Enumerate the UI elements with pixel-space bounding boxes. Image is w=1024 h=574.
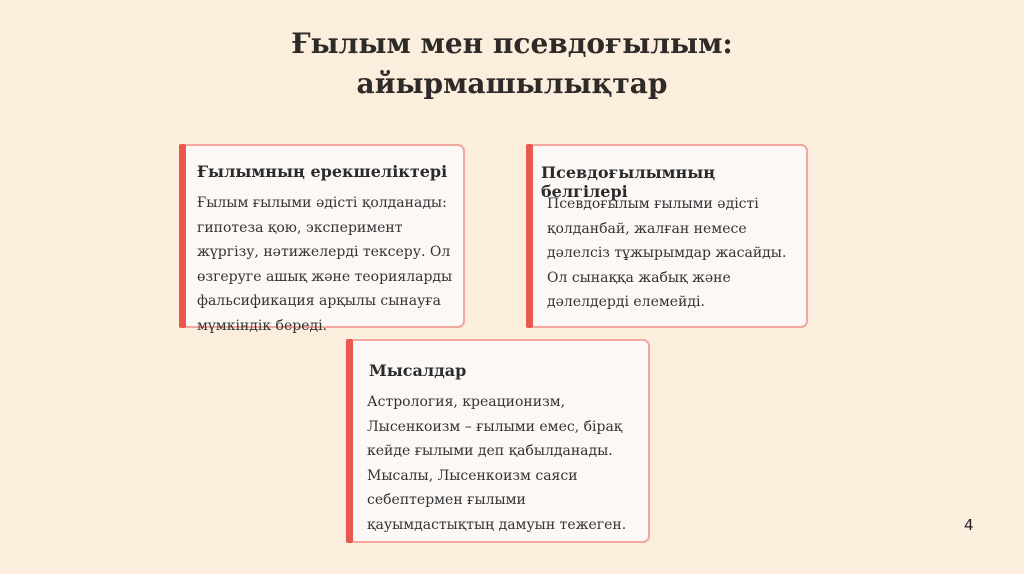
card-heading: Ғылымның ерекшеліктері [197,162,448,181]
card-body: Астрология, креационизм, Лысенкоизм – ғылыми емес, бірақ кейде ғылыми деп қабылданады. Мысалы, Лысенкоизм саяси себептермен ғылыми қауымдастықтың дамуын тежеген. [367,394,627,533]
page-number: 4 [964,516,974,534]
accent-bar [346,339,353,543]
slide-title-line2: айырмашылықтар [356,67,668,100]
card-body: Псевдоғылым ғылыми әдісті қолданбай, жалған немесе дәлелсіз тұжырымдар жасайды. Ол сынаққа жабық және дәлелдерді елемейді. [547,196,787,310]
slide-title-line1: Ғылым мен псевдоғылым: [291,27,733,60]
pseudoscience-signs-card [528,144,808,328]
slide-title [0,24,1024,104]
science-features-card [181,144,465,334]
card-heading: Мысалдар [369,361,467,380]
accent-bar [179,144,186,328]
card-body: Ғылым ғылыми әдісті қолданады: гипотеза қою, эксперимент жүргізу, нәтижелерді тексеру. Ол өзгеруге ашық және теорияларды фальсификация арқылы сынауға мүмкіндік береді. [197,195,453,334]
examples-card [348,339,650,543]
card-heading: Псевдоғылымның белгілері [541,163,716,201]
accent-bar [526,144,533,328]
